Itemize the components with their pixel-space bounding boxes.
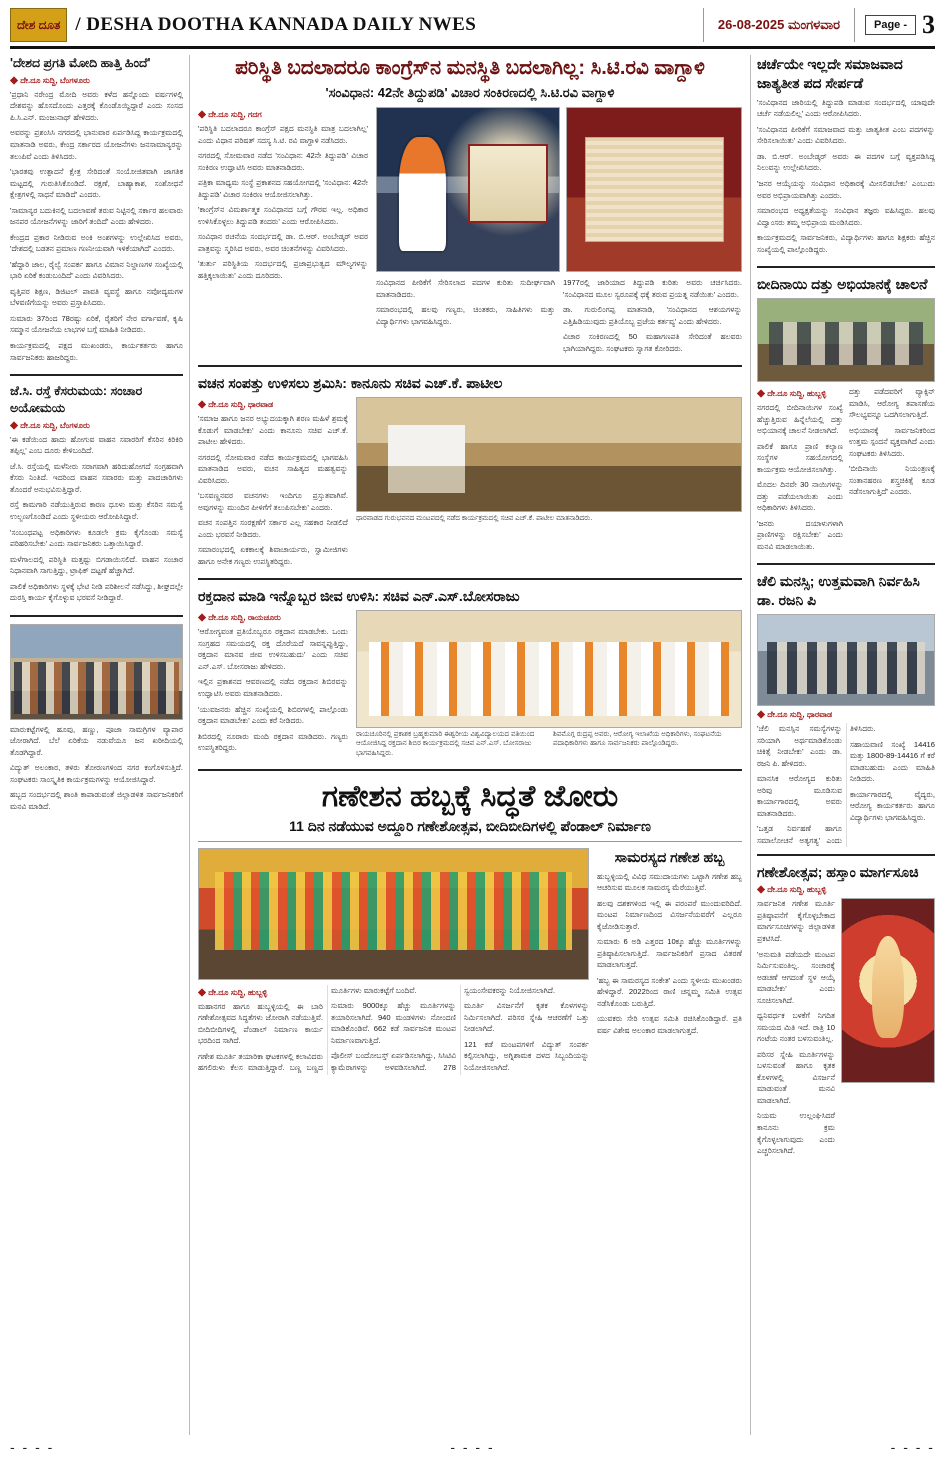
- paragraph: 'ಸಮಾಜ ಹಾಗೂ ಜನರ ಅಭ್ಯುದಯಕ್ಕಾಗಿ ಶರಣ ಮಹಿಳೆ ಶ್ರಮಕ್ಕೆ ಕೊಡುಗೆ ಮಾಡಬೇಕು' ಎಂದು ಕಾನೂನು ಸಚಿವ ಎಚ್.ಕೆ. ಪಾಟೀಲ ಹೇಳಿದರು.: [198, 414, 348, 447]
- paragraph: ಸಾರ್ವಜನಿಕ ಗಣೇಶ ಮೂರ್ತಿ ಪ್ರತಿಷ್ಠಾಪನೆಗೆ ಕೈಗೊಳ್ಳಬೇಕಾದ ಮಾರ್ಗಸೂಚಿಗಳನ್ನು ಜಿಲ್ಲಾಡಳಿತ ಪ್ರಕಟಿಸಿದೆ.: [757, 899, 835, 943]
- photo-dog-adoption: [757, 298, 935, 382]
- paragraph: 'ಜನರ ಆಯ್ಕೆಯನ್ನು ಸಂವಿಧಾನ ಅಧಿಕಾರಕ್ಕೆ ಮೀಸಲಿಡಬೇಕು' ಎಂಬುದು ಅವರ ಅಭಿಪ್ರಾಯವಾಗಿತ್ತು ಎಂದರು.: [757, 178, 935, 200]
- paragraph: ಪತ್ರಿಕಾ ಮಾಧ್ಯಮ ಸಂಸ್ಥೆ ಪ್ರಕಾಶನದ ಸಹಯೋಗದಲ್ಲಿ 'ಸಂವಿಧಾನ: 42ನೇ ತಿದ್ದುಪಡಿ' ವಿಚಾರ ಸಂಕಿರಣ ಆಯೋಜಿಸಲಾಗಿತ್ತು.: [198, 178, 368, 199]
- side-headline: ಸಾಮರಸ್ಯದ ಗಣೇಶ ಹಬ್ಬ: [614, 848, 725, 865]
- divider: [757, 563, 935, 565]
- paragraph: ಡಾ. ಬಿ.ಆರ್. ಅಂಬೇಡ್ಕರ್ ಅವರು ಈ ಪದಗಳ ಬಗ್ಗೆ ವ್ಯಕ್ತಪಡಿಸಿದ್ದ ನಿಲುವನ್ನು ಉಲ್ಲೇಖಿಸಿದರು.: [757, 151, 935, 173]
- paragraph: ಮಳೆಗಾಲದಲ್ಲಿ ಪರಿಸ್ಥಿತಿ ಮತ್ತಷ್ಟು ಬಿಗಡಾಯಿಸಲಿದೆ. ವಾಹನ ಸಂಚಾರ ನಿಧಾನವಾಗಿ ಸಾಗುತ್ತಿದ್ದು, ಟ್ರಾಫಿಕ್ ದಟ್ಟಣೆ ಹೆಚ್ಚಾಗಿದೆ.: [10, 554, 183, 576]
- byline: ◆ ದೇ.ದೂ ಸುದ್ದಿ, ಧಾರವಾಡ: [198, 400, 274, 410]
- paragraph: ಕಾರ್ಯಕ್ರಮದಲ್ಲಿ ಸಾರ್ವಜನಿಕರು, ವಿದ್ಯಾರ್ಥಿಗಳು ಹಾಗೂ ಶಿಕ್ಷಕರು ಹೆಚ್ಚಿನ ಸಂಖ್ಯೆಯಲ್ಲಿ ಪಾಲ್ಗೊಂಡಿದ್ದರು.: [757, 233, 935, 254]
- paragraph: ಕಾರ್ಯಾಗಾರದಲ್ಲಿ ವೈದ್ಯರು, ಆರೋಗ್ಯ ಕಾರ್ಯಕರ್ತರು ಹಾಗೂ ವಿದ್ಯಾರ್ಥಿಗಳು ಭಾಗವಹಿಸಿದ್ದರು.: [850, 789, 935, 822]
- paragraph: ಕಾರ್ಯಕ್ರಮದಲ್ಲಿ ಪಕ್ಷದ ಮುಖಂಡರು, ಕಾರ್ಯಕರ್ತರು ಹಾಗೂ ಸಾರ್ವಜನಿಕರು ಹಾಜರಿದ್ದರು.: [10, 340, 183, 362]
- photo-ganesha-idol: [841, 898, 935, 1083]
- byline: ◆ ದೇ.ದೂ ಸುದ್ದಿ, ಬೆಂಗಳೂರು: [10, 420, 90, 430]
- paragraph: 'ಕಾಂಗ್ರೆಸ್‌ನ ವಿಮರ್ಶಾತ್ಮಕ ಸಂವಿಧಾನದ ಬಗ್ಗೆ ಗೌರವ ಇಲ್ಲ. ಅಧಿಕಾರ ಉಳಿಸಿಕೊಳ್ಳಲು ತಿದ್ದುಪಡಿ ತಂದರು' ಎಂದು ಆರೋಪಿಸಿದರು.: [198, 205, 368, 226]
- photo-workshop-group: [757, 614, 935, 706]
- article-lead-ct-ravi: [198, 55, 742, 358]
- article-vachana: [198, 374, 742, 571]
- paragraph: ಮಹಾನಗರ ಹಾಗೂ ಹುಬ್ಬಳ್ಳಿಯಲ್ಲಿ ಈ ಬಾರಿ ಗಣೇಶೋತ್ಸವದ ಸಿದ್ಧತೆಗಳು ಜೋರಾಗಿ ನಡೆಯುತ್ತಿವೆ. ಬೀದಿಬೀದಿಗಳಲ್ಲಿ ಪೆಂಡಾಲ್ ನಿರ್ಮಾಣ ಕಾರ್ಯ ಭರದಿಂದ ಸಾಗಿದೆ.: [198, 1001, 323, 1046]
- paragraph: ನಗರದಲ್ಲಿ ಸೋಮವಾರ ನಡೆದ 'ಸಂವಿಧಾನ: 42ನೇ ತಿದ್ದುಪಡಿ' ವಿಚಾರ ಸಂಕಿರಣ ಉದ್ಘಾಟಿಸಿ ಅವರು ಮಾತನಾಡಿದರು.: [198, 151, 368, 172]
- paragraph: ಪರಿಸರ ಸ್ನೇಹಿ ಮೂರ್ತಿಗಳನ್ನು ಬಳಸುವಂತೆ ಹಾಗೂ ಕೃತಕ ಕೊಳಗಳಲ್ಲಿ ವಿಸರ್ಜನೆ ಮಾಡುವಂತೆ ಮನವಿ ಮಾಡಲಾಗಿದೆ.: [757, 1049, 835, 1105]
- paragraph: ಪಾಲಿಕೆ ಅಧಿಕಾರಿಗಳು ಸ್ಥಳಕ್ಕೆ ಭೇಟಿ ನೀಡಿ ಪರಿಶೀಲನೆ ನಡೆಸಿದ್ದು, ಶೀಘ್ರದಲ್ಲೇ ದುರಸ್ತಿ ಕಾರ್ಯ ಕೈಗೊಳ್ಳುವ ಭರವಸೆ ನೀಡಿದ್ದಾರೆ.: [10, 581, 183, 603]
- photo-ganesh-street: [10, 624, 183, 720]
- paragraph: ಸಂವಿಧಾನ ರಚನೆಯ ಸಂದರ್ಭದಲ್ಲಿ ಡಾ. ಬಿ.ಆರ್. ಅಂಬೇಡ್ಕರ್ ಅವರ ಪಾತ್ರವನ್ನು ಸ್ಮರಿಸಿದ ಅವರು, ಅವರ ಚಿಂತನೆಗಳನ್ನು ವಿವರಿಸಿದರು.: [198, 232, 368, 253]
- paragraph: 121 ಕಡೆ ಮಂಟಪಗಳಿಗೆ ವಿದ್ಯುತ್ ಸಂಪರ್ಕ ಕಲ್ಪಿಸಲಾಗಿದ್ದು, ಅಗ್ನಿಶಾಮಕ ದಳದ ಸಿಬ್ಬಂದಿಯನ್ನು ನಿಯೋಜಿಸಲಾಗಿದೆ.: [464, 1039, 589, 1072]
- paragraph: ವೃತ್ತಿಪರ ಶಿಕ್ಷಣ, ಡಿಜಿಟಲ್ ಪಾವತಿ ವ್ಯವಸ್ಥೆ ಹಾಗೂ ನವೋದ್ಯಮಗಳ ಬೆಳವಣಿಗೆಯನ್ನು ಅವರು ಪ್ರಸ್ತಾಪಿಸಿದರು.: [10, 286, 183, 308]
- lead-media: [376, 107, 742, 358]
- divider: [10, 374, 183, 376]
- paragraph: 'ಸಾಮಾನ್ಯರ ಬದುಕಿನಲ್ಲಿ ಬದಲಾವಣೆ ತರುವ ನಿಟ್ಟಿನಲ್ಲಿ ಸರ್ಕಾರ ಹಲವಾರು ಜನಪರ ಯೋಜನೆಗಳನ್ನು ಜಾರಿಗೆ ತಂದಿದೆ' ಎಂದು ಹೇಳಿದರು.: [10, 205, 183, 227]
- paragraph: 'ಈ ಕಡೆಯಿಂದ ಹಾದು ಹೋಗುವ ವಾಹನ ಸವಾರರಿಗೆ ಕೆಸರಿನ ಕಿರಿಕಿರಿ ತಪ್ಪಿಲ್ಲ' ಎಂಬ ದೂರು ಕೇಳಿಬಂದಿದೆ.: [10, 434, 183, 456]
- headline: 'ದೇಶದ ಪ್ರಗತಿ ಮೋದಿ ಹಾತ್ತಿ ಹಿಂದೆ': [10, 56, 151, 70]
- paragraph: 'ಹಬ್ಬ ಈ ಸಾಮರಸ್ಯದ ಸಂಕೇತ' ಎಂದು ಸ್ಥಳೀಯ ಮುಖಂಡರು ಹೇಳಿದ್ದಾರೆ. 2022ರಿಂದ ರಾಣಿ ಚನ್ನಮ್ಮ ಸಮಿತಿ ಉತ್ಸವ ನಡೆಸಿಕೊಂಡು ಬರುತ್ತಿದೆ.: [597, 975, 742, 1008]
- paragraph: ಮೂರ್ತಿ ವಿಸರ್ಜನೆಗೆ ಕೃತಕ ಕೊಳಗಳನ್ನು ನಿರ್ಮಿಸಲಾಗಿದೆ. ಪರಿಸರ ಸ್ನೇಹಿ ಆಚರಣೆಗೆ ಒತ್ತು ನೀಡಲಾಗಿದೆ.: [464, 1001, 589, 1034]
- divider: [198, 841, 742, 842]
- paragraph: ಸಮಾರಂಭದ ಅಧ್ಯಕ್ಷತೆಯನ್ನು ಸಂವಿಧಾನ ತಜ್ಞರು ವಹಿಸಿದ್ದರು. ಹಲವು ವಿದ್ವಾಂಸರು ತಮ್ಮ ಅಭಿಪ್ರಾಯ ಮಂಡಿಸಿದರು.: [757, 206, 935, 227]
- paragraph: 'ಪರಿಸ್ಥಿತಿ ಬದಲಾದರೂ ಕಾಂಗ್ರೆಸ್ ಪಕ್ಷದ ಮನಸ್ಥಿತಿ ಮಾತ್ರ ಬದಲಾಗಿಲ್ಲ' ಎಂದು ವಿಧಾನ ಪರಿಷತ್ ಸದಸ್ಯ ಸಿ.ಟಿ. ರವಿ ವಾಗ್ದಾಳಿ ನಡೆಸಿದರು.: [198, 124, 368, 145]
- paragraph: 'ಬಸವಣ್ಣನವರ ವಚನಗಳು ಇಂದಿಗೂ ಪ್ರಸ್ತುತವಾಗಿವೆ. ಅವುಗಳನ್ನು ಮುಂದಿನ ಪೀಳಿಗೆಗೆ ತಲುಪಿಸಬೇಕು' ಎಂದರು.: [198, 491, 348, 512]
- paragraph: ನಿಯಮ ಉಲ್ಲಂಘಿಸಿದರೆ ಕಾನೂನು ಕ್ರಮ ಕೈಗೊಳ್ಳಲಾಗುವುದು ಎಂದು ಎಚ್ಚರಿಸಲಾಗಿದೆ.: [757, 1111, 835, 1156]
- paragraph: 'ಹೆದ್ದಾರಿ ಜಾಲ, ರೈಲ್ವೆ ಸಂಪರ್ಕ ಹಾಗೂ ವಿಮಾನ ನಿಲ್ದಾಣಗಳ ಸಂಖ್ಯೆಯಲ್ಲಿ ಭಾರಿ ಏರಿಕೆ ಕಂಡುಬಂದಿದೆ' ಎಂದು ವಿವರಿಸಿದರು.: [10, 259, 183, 281]
- divider: [198, 578, 742, 580]
- headline: ಬೀದಿನಾಯಿ ದತ್ತು ಅಭಿಯಾನಕ್ಕೆ ಚಾಲನೆ: [757, 276, 928, 293]
- paragraph: ಧ್ವನಿವರ್ಧಕ ಬಳಕೆಗೆ ನಿಗದಿತ ಸಮಯದ ಮಿತಿ ಇದೆ. ರಾತ್ರಿ 10 ಗಂಟೆಯ ನಂತರ ಬಳಸುವಂತಿಲ್ಲ.: [757, 1011, 835, 1044]
- center-column: [198, 55, 742, 1435]
- paragraph: ಅಭಿಯಾನಕ್ಕೆ ಸಾರ್ವಜನಿಕರಿಂದ ಉತ್ತಮ ಸ್ಪಂದನೆ ವ್ಯಕ್ತವಾಗಿದೆ ಎಂದು ಸಂಘಟಕರು ತಿಳಿಸಿದರು.: [849, 425, 935, 458]
- page-indicator: [854, 8, 935, 42]
- page-label: Page -: [865, 15, 916, 35]
- paragraph: ವಿಚಾರ ಸಂಕಿರಣದಲ್ಲಿ 50 ಮಹಾಗಣಪತಿ ಸೇರಿದಂತೆ ಹಲವರು ಭಾಗಿಯಾಗಿದ್ದರು. ಸಂಘಟಕರು ಸ್ವಾಗತ ಕೋರಿದರು.: [563, 332, 742, 353]
- page-body: [10, 55, 935, 1435]
- lead-headline: ಪರಿಸ್ಥಿತಿ ಬದಲಾದರೂ ಕಾಂಗ್ರೆಸ್‌ನ ಮನಸ್ಥಿತಿ ಬದಲಾಗಿಲ್ಲ: ಸಿ.ಟಿ.ರವಿ ವಾಗ್ದಾಳಿ: [235, 57, 705, 79]
- paragraph: ಪಾಲಿಕೆ ಹಾಗೂ ಪ್ರಾಣಿ ಕಲ್ಯಾಣ ಸಂಸ್ಥೆಗಳ ಸಹಯೋಗದಲ್ಲಿ ಕಾರ್ಯಕ್ರಮ ಆಯೋಜಿಸಲಾಗಿತ್ತು.: [757, 441, 843, 474]
- photo-seminar-banner: [566, 107, 742, 272]
- paragraph: ಇಲ್ಲಿನ ಪ್ರಕಾಶನದ ಆವರಣದಲ್ಲಿ ನಡೆದ ರಕ್ತದಾನ ಶಿಬಿರವನ್ನು ಉದ್ಘಾಟಿಸಿ ಅವರು ಮಾತನಾಡಿದರು.: [198, 677, 348, 698]
- paragraph: ವಿದ್ಯುತ್ ಅಲಂಕಾರ, ತಳಿರು ತೋರಣಗಳಿಂದ ನಗರ ಕಂಗೊಳಿಸುತ್ತಿದೆ. ಸಂಘಟಕರು ಸಾಂಸ್ಕೃತಿಕ ಕಾರ್ಯಕ್ರಮಗಳನ್ನು ಆಯೋಜಿಸಿದ್ದಾರೆ.: [10, 763, 183, 784]
- paragraph: ದತ್ತು ಪಡೆದವರಿಗೆ ವ್ಯಾಕ್ಸಿನ್ ಮಾಡಿಸಿ, ಆರೋಗ್ಯ ತಪಾಸಣೆಯ ಸೌಲಭ್ಯವನ್ನೂ ಒದಗಿಸಲಾಗುತ್ತಿದೆ.: [849, 387, 935, 420]
- paragraph: 1977ರಲ್ಲಿ ಜಾರಿಯಾದ ತಿದ್ದುಪಡಿ ಕುರಿತು ಅವರು ಚರ್ಚಿಸಿದರು. 'ಸಂವಿಧಾನದ ಮೂಲ ಸ್ವರೂಪಕ್ಕೆ ಧಕ್ಕೆ ತರುವ ಪ್ರಯತ್ನ ನಡೆಯಿತು' ಎಂದರು.: [563, 278, 742, 299]
- footer-right: - - - -: [890, 1439, 935, 1455]
- divider: [10, 615, 183, 617]
- divider: [198, 769, 742, 771]
- paragraph: ಡಾ. ಗುರುಲಿಂಗಪ್ಪ ಮಾತನಾಡಿ, 'ಸಂವಿಧಾನದ ಆಶಯಗಳನ್ನು ಎತ್ತಿಹಿಡಿಯುವುದು ಪ್ರತಿಯೊಬ್ಬ ಪ್ರಜೆಯ ಕರ್ತವ್ಯ' ಎಂದು ಹೇಳಿದರು.: [563, 305, 742, 326]
- masthead-logo: ದೇಶ ದೂತ: [10, 8, 67, 42]
- byline: ◆ ದೇ.ದೂ ಸುದ್ದಿ, ಬೆಂಗಳೂರು: [10, 75, 90, 85]
- article-blood-donation: [198, 587, 742, 761]
- photo-ct-ravi-speech: [376, 107, 560, 272]
- headline: ಜೆ.ಸಿ. ರಸ್ತೆ ಕೆಸರುಮಯ: ಸಂಚಾರ ಅಯೋಮಯ: [10, 384, 143, 415]
- masthead-title: / DESHA DOOTHA KANNADA DAILY NWES: [75, 14, 477, 35]
- paragraph: 'ಸಂಬಂಧಪಟ್ಟ ಅಧಿಕಾರಿಗಳು ಕೂಡಲೇ ಕ್ರಮ ಕೈಗೊಂಡು ಸಮಸ್ಯೆ ಪರಿಹರಿಸಬೇಕು' ಎಂದು ಸಾರ್ವಜನಿಕರು ಒತ್ತಾಯಿಸಿದ್ದಾರೆ.: [10, 527, 183, 549]
- divider: [198, 365, 742, 367]
- article-ganesh-left-part: [10, 624, 183, 817]
- paragraph: ಹಬ್ಬದ ಸಂದರ್ಭದಲ್ಲಿ ಶಾಂತಿ ಕಾಪಾಡುವಂತೆ ಜಿಲ್ಲಾಡಳಿತ ಸಾರ್ವಜನಿಕರಿಗೆ ಮನವಿ ಮಾಡಿದೆ.: [10, 790, 183, 811]
- paragraph: 'ಸಂವಿಧಾನದ ಪೀಠಿಕೆಗೆ ಸಮಾಜವಾದ ಮತ್ತು ಜಾತ್ಯತೀತ ಎಂಬ ಪದಗಳನ್ನು ಸೇರಿಸಲಾಯಿತು' ಎಂದು ವಿವರಿಸಿದರು.: [757, 124, 935, 146]
- paragraph: ಸುಮಾರು 37ರಿಂದ 78ರಷ್ಟು ಏರಿಕೆ, ರೈತರಿಗೆ ನೇರ ವರ್ಗಾವಣೆ, ಕೃಷಿ ಸಮ್ಮಾನ ಯೋಜನೆಯ ಲಾಭಗಳ ಬಗ್ಗೆ ಮಾಹಿತಿ ನೀಡಿದರು.: [10, 313, 183, 335]
- divider: [757, 266, 935, 268]
- headline: ವಚನ ಸಂಪತ್ತು ಉಳಿಸಲು ಶ್ರಮಿಸಿ: ಕಾನೂನು ಸಚಿವ ಎಚ್.ಕೆ. ಪಾಟೀಲ: [198, 375, 503, 392]
- paragraph: 'ಜನರು ದಯಾಳುಗಳಾಗಿ ಪ್ರಾಣಿಗಳನ್ನು ರಕ್ಷಿಸಬೇಕು' ಎಂದು ಮನವಿ ಮಾಡಲಾಯಿತು.: [757, 518, 843, 551]
- paragraph: ಸಮಾರಂಭದಲ್ಲಿ ಏಕಕಾಲಕ್ಕೆ ಶಿವಾಚಾರ್ಯರು, ಸ್ವಾಮೀಜಿಗಳು ಹಾಗೂ ಅನೇಕ ಗಣ್ಯರು ಉಪಸ್ಥಿತರಿದ್ದರು.: [198, 545, 348, 566]
- right-column: [750, 55, 935, 1435]
- byline: ◆ ದೇ.ದೂ ಸುದ್ದಿ, ಹುಬ್ಬಳ್ಳಿ: [198, 987, 268, 997]
- photo-ganesh-market: [198, 848, 589, 980]
- paragraph: ಮಾನಸಿಕ ಆರೋಗ್ಯದ ಕುರಿತು ಅರಿವು ಮೂಡಿಸುವ ಕಾರ್ಯಾಗಾರದಲ್ಲಿ ಅವರು ಮಾತನಾಡಿದರು.: [757, 774, 842, 818]
- headline: ರಕ್ತದಾನ ಮಾಡಿ ಇನ್ನೊಬ್ಬರ ಜೀವ ಉಳಿಸಿ: ಸಚಿವ ಎನ್.ಎಸ್.ಬೋಸರಾಜು: [198, 588, 520, 605]
- photo-caption: ಶಿವಮೊಗ್ಗ ರುದ್ರಪ್ಪ ಅವರು, ಆರೋಗ್ಯ ಇಲಾಖೆಯ ಅಧಿಕಾರಿಗಳು, ಸಂಘಟನೆಯ ಪದಾಧಿಕಾರಿಗಳು ಹಾಗೂ ಸಾರ್ವಜನಿಕರು ಪಾಲ್ಗೊಂಡಿದ್ದರು.: [553, 731, 722, 748]
- paragraph: ಜೆ.ಸಿ. ರಸ್ತೆಯಲ್ಲಿ ಮಳೆನೀರು ಸರಾಗವಾಗಿ ಹರಿದುಹೋಗದೆ ಸಂಗ್ರಹವಾಗಿ ಕೆಸರು ನಿಂತಿದೆ. ಇದರಿಂದ ವಾಹನ ಸವಾರರು ಮತ್ತು ಪಾದಚಾರಿಗಳು ತೊಂದರೆ ಅನುಭವಿಸುತ್ತಿದ್ದಾರೆ.: [10, 461, 183, 494]
- paragraph: 'ಯುವಜನರು ಹೆಚ್ಚಿನ ಸಂಖ್ಯೆಯಲ್ಲಿ ಶಿಬಿರಗಳಲ್ಲಿ ಪಾಲ್ಗೊಂಡು ರಕ್ತದಾನ ಮಾಡಬೇಕು' ಎಂದು ಕರೆ ನೀಡಿದರು.: [198, 704, 348, 726]
- article-modi: [10, 55, 183, 367]
- paragraph: ಗಣೇಶ ಮೂರ್ತಿ ತಯಾರಿಕಾ ಘಟಕಗಳಲ್ಲಿ ಕಲಾವಿದರು ಹಗಲಿರುಳು ಕೆಲಸ ಮಾಡುತ್ತಿದ್ದಾರೆ. ಬಣ್ಣ ಬಣ್ಣದ ಮೂರ್ತಿಗಳು ಮಾರುಕಟ್ಟೆಗೆ ಬಂದಿವೆ.: [198, 985, 417, 1073]
- paragraph: 'ಪ್ರಧಾನಿ ನರೇಂದ್ರ ಮೋದಿ ಅವರು ಕಳೆದ ಹನ್ನೊಂದು ವರ್ಷಗಳಲ್ಲಿ ದೇಶವನ್ನು ಹೊಸದೊಂದು ಎತ್ತರಕ್ಕೆ ಕೊಂಡೊಯ್ದಿದ್ದಾರೆ ಎಂದು ಸಂಸದ ಪಿ.ಸಿ.ಎನ್. ಮಂಜುನಾಥ್ ಹೇಳಿದರು.: [10, 89, 183, 122]
- paragraph: ವಚನ ಸಂಪತ್ತಿನ ಸಂರಕ್ಷಣೆಗೆ ಸರ್ಕಾರ ಎಲ್ಲ ಸಹಕಾರ ನೀಡಲಿದೆ ಎಂದು ಭರವಸೆ ನೀಡಿದರು.: [198, 518, 348, 539]
- paragraph: ಸಹಾಯವಾಣಿ ಸಂಖ್ಯೆ 14416 ಮತ್ತು 1800-89-14416 ಗೆ ಕರೆ ಮಾಡಬಹುದು ಎಂದು ಮಾಹಿತಿ ನೀಡಿದರು.: [850, 739, 935, 784]
- paragraph: ನಗರದಲ್ಲಿ ಬೀದಿನಾಯಿಗಳ ಸಂಖ್ಯೆ ಹೆಚ್ಚುತ್ತಿರುವ ಹಿನ್ನೆಲೆಯಲ್ಲಿ ದತ್ತು ಅಭಿಯಾನಕ್ಕೆ ಚಾಲನೆ ನೀಡಲಾಗಿದೆ.: [757, 403, 843, 436]
- lead-text-left: [198, 107, 368, 358]
- paragraph: ಯುವಕರು ಸೇರಿ ಉತ್ಸವ ಸಮಿತಿ ರಚಿಸಿಕೊಂಡಿದ್ದಾರೆ. ಪ್ರತಿ ವರ್ಷ ವಿಶೇಷ ಅಲಂಕಾರ ಮಾಡಲಾಗುತ್ತದೆ.: [597, 1014, 742, 1035]
- byline: ◆ ದೇ.ದೂ ಸುದ್ದಿ, ಹುಬ್ಬಳ್ಳಿ: [757, 885, 827, 895]
- paragraph: ಮಾರುಕಟ್ಟೆಗಳಲ್ಲಿ ಹೂವು, ಹಣ್ಣು, ಪೂಜಾ ಸಾಮಗ್ರಿಗಳ ವ್ಯಾಪಾರ ಜೋರಾಗಿದೆ. ಬೆಲೆ ಏರಿಕೆಯ ನಡುವೆಯೂ ಜನ ಖರೀದಿಯಲ್ಲಿ ತೊಡಗಿದ್ದಾರೆ.: [10, 724, 183, 757]
- ganesh-subheadline: 11 ದಿನ ನಡೆಯುವ ಅದ್ದೂರಿ ಗಣೇಶೋತ್ಸವ, ಬೀದಿಬೀದಿಗಳಲ್ಲಿ ಪೆಂಡಾಲ್ ನಿರ್ಮಾಣ: [289, 817, 651, 834]
- photo-vachana-event: [356, 397, 742, 512]
- paragraph: ಕೇಂದ್ರದ ಪ್ರಕಾರ ನೀಡಿರುವ ಅಂಕಿ ಅಂಶಗಳನ್ನು ಉಲ್ಲೇಖಿಸಿದ ಅವರು, 'ದೇಶದಲ್ಲಿ ಬಡತನ ಪ್ರಮಾಣ ಗಣನೀಯವಾಗಿ ಇಳಿಕೆಯಾಗಿದೆ' ಎಂದರು.: [10, 232, 183, 254]
- photo-caption: ರಾಯಚೂರಿನಲ್ಲಿ ಪ್ರಕಾಶಕ ಬ್ರಹ್ಮಕುಮಾರಿ ಈಶ್ವರೀಯ ವಿಶ್ವವಿದ್ಯಾಲಯದ ವತಿಯಿಂದ ಆಯೋಜಿಸಿದ್ದ ರಕ್ತದಾನ ಶಿಬಿರ ಕಾರ್ಯಕ್ರಮದಲ್ಲಿ ಸಚಿವ ಎನ್.ಎಸ್. ಬೋಸರಾಜು ಭಾಗವಹಿಸಿದ್ದರು.: [356, 731, 535, 757]
- article-jc-road: [10, 383, 183, 608]
- byline: ◆ ದೇ.ದೂ ಸುದ್ದಿ, ರಾಯಚೂರು: [198, 613, 281, 623]
- byline: ◆ ದೇ.ದೂ ಸುದ್ದಿ, ಧಾರವಾಡ: [757, 710, 833, 720]
- paragraph: ಮೊದಲ ದಿನವೇ 30 ನಾಯಿಗಳನ್ನು ದತ್ತು ಪಡೆಯಲಾಯಿತು ಎಂದು ಅಧಿಕಾರಿಗಳು ತಿಳಿಸಿದರು.: [757, 480, 843, 513]
- paragraph: 'ಬೀದಿನಾಯಿ ನಿಯಂತ್ರಣಕ್ಕೆ ಸಂತಾನಹರಣ ಶಸ್ತ್ರಚಿಕಿತ್ಸೆ ಕೂಡ ನಡೆಸಲಾಗುತ್ತಿದೆ' ಎಂದರು.: [849, 464, 935, 497]
- page-number: 3: [922, 10, 935, 39]
- paragraph: ಸಮಾರಂಭದಲ್ಲಿ ಹಲವು ಗಣ್ಯರು, ಚಿಂತಕರು, ಸಾಹಿತಿಗಳು ಮತ್ತು ವಿದ್ಯಾರ್ಥಿಗಳು ಭಾಗವಹಿಸಿದ್ದರು.: [376, 305, 555, 326]
- photo-blood-donation-camp: [356, 610, 742, 728]
- paragraph: ಸಂವಿಧಾನದ ಪೀಠಿಕೆಗೆ ಸೇರಿಸಲಾದ ಪದಗಳ ಕುರಿತು ಸುದೀರ್ಘವಾಗಿ ಮಾತನಾಡಿದರು.: [376, 278, 555, 299]
- paragraph: 'ಆರೋಗ್ಯವಂತ ಪ್ರತಿಯೊಬ್ಬರೂ ರಕ್ತದಾನ ಮಾಡಬೇಕು. ಒಂದು ಸಂಗ್ರಹದ ಸಮಯದಲ್ಲಿ ರಕ್ತ ದೊರೆಯದೆ ಸಾವನ್ನಪ್ಪುತ್ತಿದ್ದು, ರಕ್ತದಾನ ಮಾನವ ಜೀವ ಉಳಿಸಬಹುದು' ಎಂದು ಸಚಿವ ಎನ್.ಎಸ್. ಬೋಸರಾಜು ಹೇಳಿದರು.: [198, 627, 348, 671]
- article-ganesh-guidelines: [757, 863, 935, 1161]
- paragraph: ಹುಬ್ಬಳ್ಳಿಯಲ್ಲಿ ವಿವಿಧ ಸಮುದಾಯಗಳು ಒಟ್ಟಾಗಿ ಗಣೇಶ ಹಬ್ಬ ಆಚರಿಸುವ ಮೂಲಕ ಸಾಮರಸ್ಯ ಮೆರೆಯುತ್ತಿವೆ.: [597, 871, 742, 893]
- article-street-dog-adoption: [757, 275, 935, 556]
- headline: ಚರ್ಚೆಯೇ ಇಲ್ಲದೇ ಸಮಾಜವಾದ ಜಾತ್ಯತೀತ ಪದ ಸೇರ್ಪಡೆ: [757, 56, 903, 91]
- masthead: [10, 8, 935, 49]
- headline: ಗಣೇಶೋತ್ಸವ; ಹಸ್ತಾಂ ಮಾರ್ಗಸೂಚಿ: [757, 863, 919, 880]
- paragraph: ಹಲವು ದಶಕಗಳಿಂದ ಇಲ್ಲಿ ಈ ಪರಂಪರೆ ಮುಂದುವರಿದಿದೆ. ಮಂಟಪ ನಿರ್ಮಾಣದಿಂದ ವಿಸರ್ಜನೆಯವರೆಗೆ ಎಲ್ಲರೂ ಕೈಜೋಡಿಸುತ್ತಾರೆ.: [597, 898, 742, 931]
- paragraph: 'ತುರ್ತು ಪರಿಸ್ಥಿತಿಯ ಸಂದರ್ಭದಲ್ಲಿ ಪ್ರಜಾಪ್ರಭುತ್ವದ ಮೌಲ್ಯಗಳನ್ನು ಹತ್ತಿಕ್ಕಲಾಯಿತು' ಎಂದು ದೂರಿದರು.: [198, 259, 368, 280]
- divider: [757, 854, 935, 856]
- masthead-date: 26-08-2025 ಮಂಗಳವಾರ: [703, 8, 854, 42]
- paragraph: ರಸ್ತೆ ಕಾಮಗಾರಿ ನಡೆಯುತ್ತಿರುವ ಕಾರಣ ಧೂಳು ಮತ್ತು ಕೆಸರಿನ ಸಮಸ್ಯೆ ಉಲ್ಬಣಗೊಂಡಿದೆ ಎಂದು ಸ್ಥಳೀಯರು ಆರೋಪಿಸಿದ್ದಾರೆ.: [10, 500, 183, 521]
- page-footer: [10, 1439, 935, 1455]
- paragraph: ಸುಮಾರು 9000ಕ್ಕೂ ಹೆಚ್ಚು ಮೂರ್ತಿಗಳನ್ನು ತಯಾರಿಸಲಾಗಿದೆ. 940 ಮಂಡಳಿಗಳು ನೋಂದಣಿ ಮಾಡಿಕೊಂಡಿವೆ. 662 ಕಡೆ ಸಾರ್ವಜನಿಕ ಮಂಟಪ ನಿರ್ಮಾಣವಾಗುತ್ತಿದೆ.: [331, 1001, 456, 1045]
- paragraph: ಪೊಲೀಸ್ ಬಂದೋಬಸ್ತ್ ಏರ್ಪಡಿಸಲಾಗಿದ್ದು, ಸಿಸಿಟಿವಿ ಕ್ಯಾಮೆರಾಗಳನ್ನು ಅಳವಡಿಸಲಾಗಿದೆ. 278 ಸ್ವಯಂಸೇವಕರನ್ನು ನಿಯೋಜಿಸಲಾಗಿದೆ.: [331, 985, 556, 1072]
- paragraph: 'ಸಂವಿಧಾನದ ಜಾರಿಯಲ್ಲಿ ತಿದ್ದುಪಡಿ ಮಾಡುವ ಸಂದರ್ಭದಲ್ಲಿ ಯಾವುದೇ ಚರ್ಚೆ ನಡೆಯಲಿಲ್ಲ' ಎಂದು ಆರೋಪಿಸಿದರು.: [757, 97, 935, 119]
- paragraph: ನಗರದಲ್ಲಿ ಸೋಮವಾರ ನಡೆದ ಕಾರ್ಯಕ್ರಮದಲ್ಲಿ ಭಾಗವಹಿಸಿ ಮಾತನಾಡಿದ ಅವರು, ವಚನ ಸಾಹಿತ್ಯದ ಮಹತ್ವವನ್ನು ವಿವರಿಸಿದರು.: [198, 452, 348, 485]
- left-column: [10, 55, 190, 1435]
- byline: ◆ ದೇ.ದೂ ಸುದ್ದಿ, ಹುಬ್ಬಳ್ಳಿ: [757, 389, 827, 399]
- paragraph: ಸುಮಾರು 6 ಅಡಿ ಎತ್ತರದ 10ಕ್ಕೂ ಹೆಚ್ಚು ಮೂರ್ತಿಗಳನ್ನು ಪ್ರತಿಷ್ಠಾಪಿಸಲಾಗುತ್ತಿದೆ. ಸಾರ್ವಜನಿಕರಿಗೆ ಪ್ರಸಾದ ವಿತರಣೆ ಮಾಡಲಾಗುತ್ತದೆ.: [597, 937, 742, 970]
- headline: ಚೆಲಿ ಮನಸ್ಸಿ; ಉತ್ತಮವಾಗಿ ನಿರ್ವಹಿಸಿ ಡಾ. ರಜನಿ ಪಿ: [757, 573, 920, 609]
- article-ganesh-feature: [198, 778, 742, 1075]
- paragraph: ಅವರನ್ನು ಪ್ರಶಂಸಿಸಿ ನಗರದಲ್ಲಿ ಭಾನುವಾರ ಏರ್ಪಡಿಸಿದ್ದ ಕಾರ್ಯಕ್ರಮದಲ್ಲಿ ಮಾತನಾಡಿ ಅವರು, ಕೇಂದ್ರ ಸರ್ಕಾರದ ಯೋಜನೆಗಳು ಜನಸಾಮಾನ್ಯರನ್ನು ತಲುಪಿವೆ ಎಂದು ತಿಳಿಸಿದರು.: [10, 128, 183, 161]
- byline: ◆ ದೇ.ದೂ ಸುದ್ದಿ, ಗದಗ: [198, 110, 262, 119]
- paragraph: 'ಅನುಮತಿ ಪಡೆಯದೇ ಮಂಟಪ ನಿರ್ಮಿಸುವಂತಿಲ್ಲ. ಸಂಚಾರಕ್ಕೆ ಅಡಚಣೆ ಆಗದಂತೆ ಸ್ಥಳ ಆಯ್ಕೆ ಮಾಡಬೇಕು' ಎಂದು ಸೂಚಿಸಲಾಗಿದೆ.: [757, 949, 835, 1005]
- article-samajavada: [757, 55, 935, 259]
- photo-caption: ಧಾರವಾಡದ ಗುರುಭವನದ ಮಂಟಪದಲ್ಲಿ ನಡೆದ ಕಾರ್ಯಕ್ರಮದಲ್ಲಿ ಸಚಿವ ಎಚ್.ಕೆ. ಪಾಟೀಲ ಮಾತನಾಡಿದರು.: [356, 515, 593, 523]
- footer-center: - - - -: [450, 1439, 495, 1455]
- paragraph: 'ಭಾರತವು ಉತ್ಪಾದನೆ ಕ್ಷೇತ್ರ ಸೇರಿದಂತೆ ಸಂಯೋಜಿತವಾಗಿ ಜಾಗತಿಕ ಮಟ್ಟದಲ್ಲಿ ಗುರುತಿಸಿಕೊಂಡಿದೆ. ರಕ್ಷಣೆ, ಬಾಹ್ಯಾಕಾಶ, ಸಂಶೋಧನೆ ಕ್ಷೇತ್ರಗಳಲ್ಲಿ ಸಾಧನೆ ಮಾಡಿದೆ' ಎಂದರು.: [10, 167, 183, 200]
- paragraph: ಶಿಬಿರದಲ್ಲಿ ನೂರಾರು ಮಂದಿ ರಕ್ತದಾನ ಮಾಡಿದರು. ಗಣ್ಯರು ಉಪಸ್ಥಿತರಿದ್ದರು.: [198, 731, 348, 753]
- ganesh-headline: ಗಣೇಶನ ಹಬ್ಬಕ್ಕೆ ಸಿದ್ಧತೆ ಜೋರು: [321, 779, 619, 813]
- paragraph: 'ಚೆಲಿ ಮನಸ್ಸಿನ ಸಮಸ್ಯೆಗಳನ್ನು ಸರಿಯಾಗಿ ಅರ್ಥಮಾಡಿಕೊಂಡು ಚಿಕಿತ್ಸೆ ನೀಡಬೇಕು' ಎಂದು ಡಾ. ರಜನಿ ಪಿ. ಹೇಳಿದರು.: [757, 724, 842, 768]
- lead-subheadline: 'ಸಂವಿಧಾನ: 42ನೇ ತಿದ್ದುಪಡಿ' ವಿಚಾರ ಸಂಕಿರಣದಲ್ಲಿ ಸಿ.ಟಿ.ರವಿ ವಾಗ್ದಾಳಿ: [325, 85, 615, 100]
- article-mental-health: [757, 572, 935, 846]
- paragraph: 'ಒತ್ತಡ ನಿರ್ವಹಣೆ ಹಾಗೂ ಸಮಾಲೋಚನೆ ಅತ್ಯಗತ್ಯ' ಎಂದು ತಿಳಿಸಿದರು.: [757, 724, 876, 845]
- footer-left: - - - -: [10, 1439, 55, 1455]
